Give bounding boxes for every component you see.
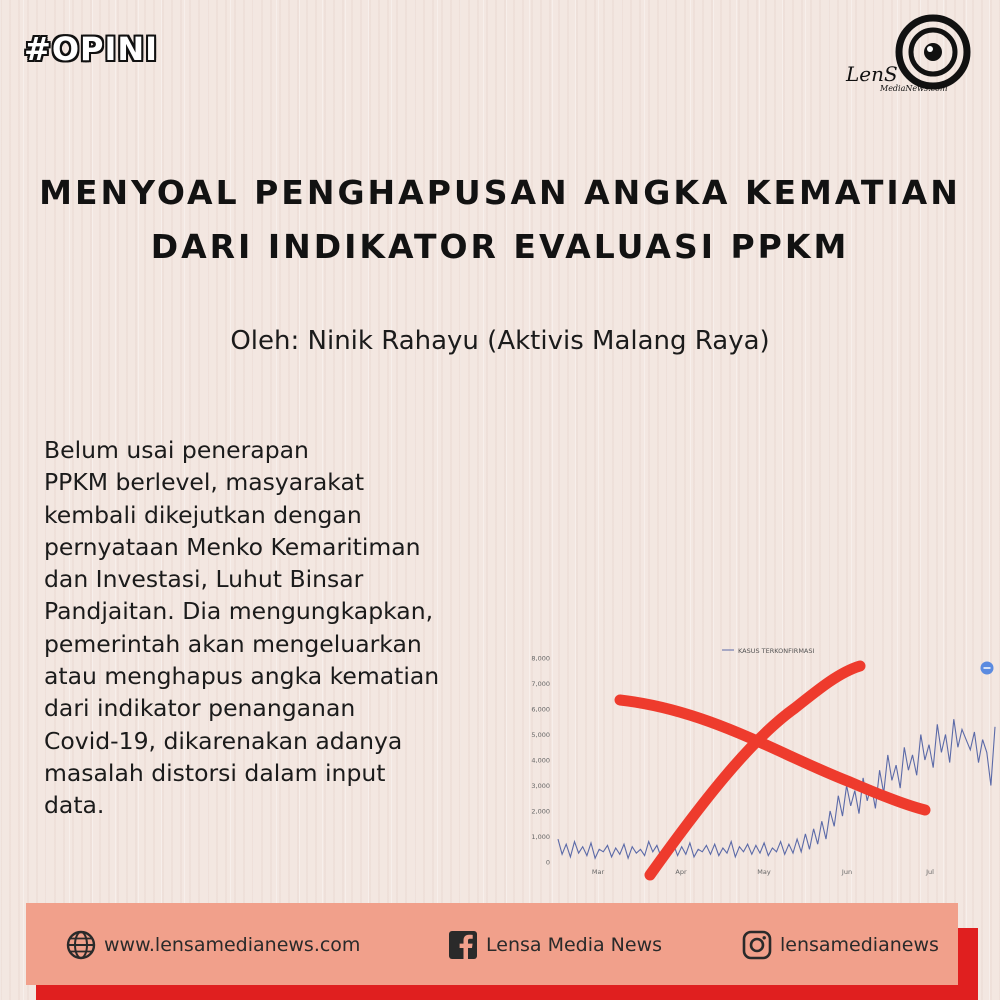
legend-label: KASUS TERKONFIRMASI (738, 647, 815, 655)
body-line: data. (44, 791, 105, 820)
y-tick-label: 0 (545, 858, 550, 867)
instagram-text: lensamedianews (780, 934, 939, 956)
body-line: Belum usai penerapan (44, 436, 309, 464)
body-line: pernyataan Menko Kemaritiman (44, 532, 421, 561)
x-tick-label: Apr (675, 868, 687, 876)
cases-chart (520, 630, 1000, 890)
y-tick-label: 8,000 (531, 654, 550, 663)
article-title-line-1: MENYOAL PENGHAPUSAN ANGKA KEMATIAN (39, 173, 961, 212)
body-line: Pandjaitan. Dia mengungkapkan, (44, 597, 434, 626)
y-tick-label: 2,000 (531, 807, 550, 816)
footer-instagram[interactable] (742, 929, 939, 961)
series-line-confirmed-cases (558, 719, 995, 858)
cases-chart-svg (520, 630, 1000, 890)
x-tick-label: May (757, 868, 771, 876)
footer-facebook[interactable] (448, 929, 662, 961)
body-line: Covid-19, dikarenakan adanya (44, 726, 403, 755)
article-body (44, 434, 514, 822)
y-tick-label: 3,000 (531, 782, 550, 790)
logo-subtitle: MediaNews.com (880, 84, 948, 93)
logo-name: LenS (846, 62, 898, 86)
globe-icon (66, 930, 96, 960)
body-line: pemerintah akan mengeluarkan (44, 629, 422, 658)
footer-bar (26, 903, 958, 985)
lensa-media-logo[interactable] (838, 12, 978, 96)
body-line: atau menghapus angka kematian (44, 662, 440, 691)
body-line: kembali dikejutkan dengan (44, 500, 362, 529)
body-line: PPKM berlevel, masyarakat (44, 468, 365, 497)
x-tick-label: Mar (591, 868, 605, 876)
y-tick-label: 6,000 (531, 705, 550, 714)
website-text: www.lensamedianews.com (104, 934, 361, 956)
author-byline: Oleh: Ninik Rahayu (Aktivis Malang Raya) (230, 326, 770, 356)
facebook-text: Lensa Media News (486, 934, 663, 956)
x-tick-label: Jul (926, 868, 934, 876)
instagram-icon (742, 930, 772, 960)
facebook-icon (448, 930, 478, 960)
article-title-line-2: DARI INDIKATOR EVALUASI PPKM (150, 227, 850, 266)
opini-tag: #OPINI (24, 30, 159, 68)
y-tick-label: 5,000 (531, 731, 550, 739)
y-tick-label: 7,000 (531, 680, 550, 688)
cross-out-stroke (620, 700, 925, 810)
body-line: dari indikator penanganan (44, 694, 356, 723)
footer-website[interactable] (66, 929, 360, 961)
y-tick-label: 4,000 (531, 756, 550, 765)
body-line: dan Investasi, Luhut Binsar (44, 565, 364, 594)
y-tick-label: 1,000 (531, 833, 550, 841)
body-line: masalah distorsi dalam input (44, 758, 386, 787)
x-tick-label: Jun (841, 868, 853, 876)
